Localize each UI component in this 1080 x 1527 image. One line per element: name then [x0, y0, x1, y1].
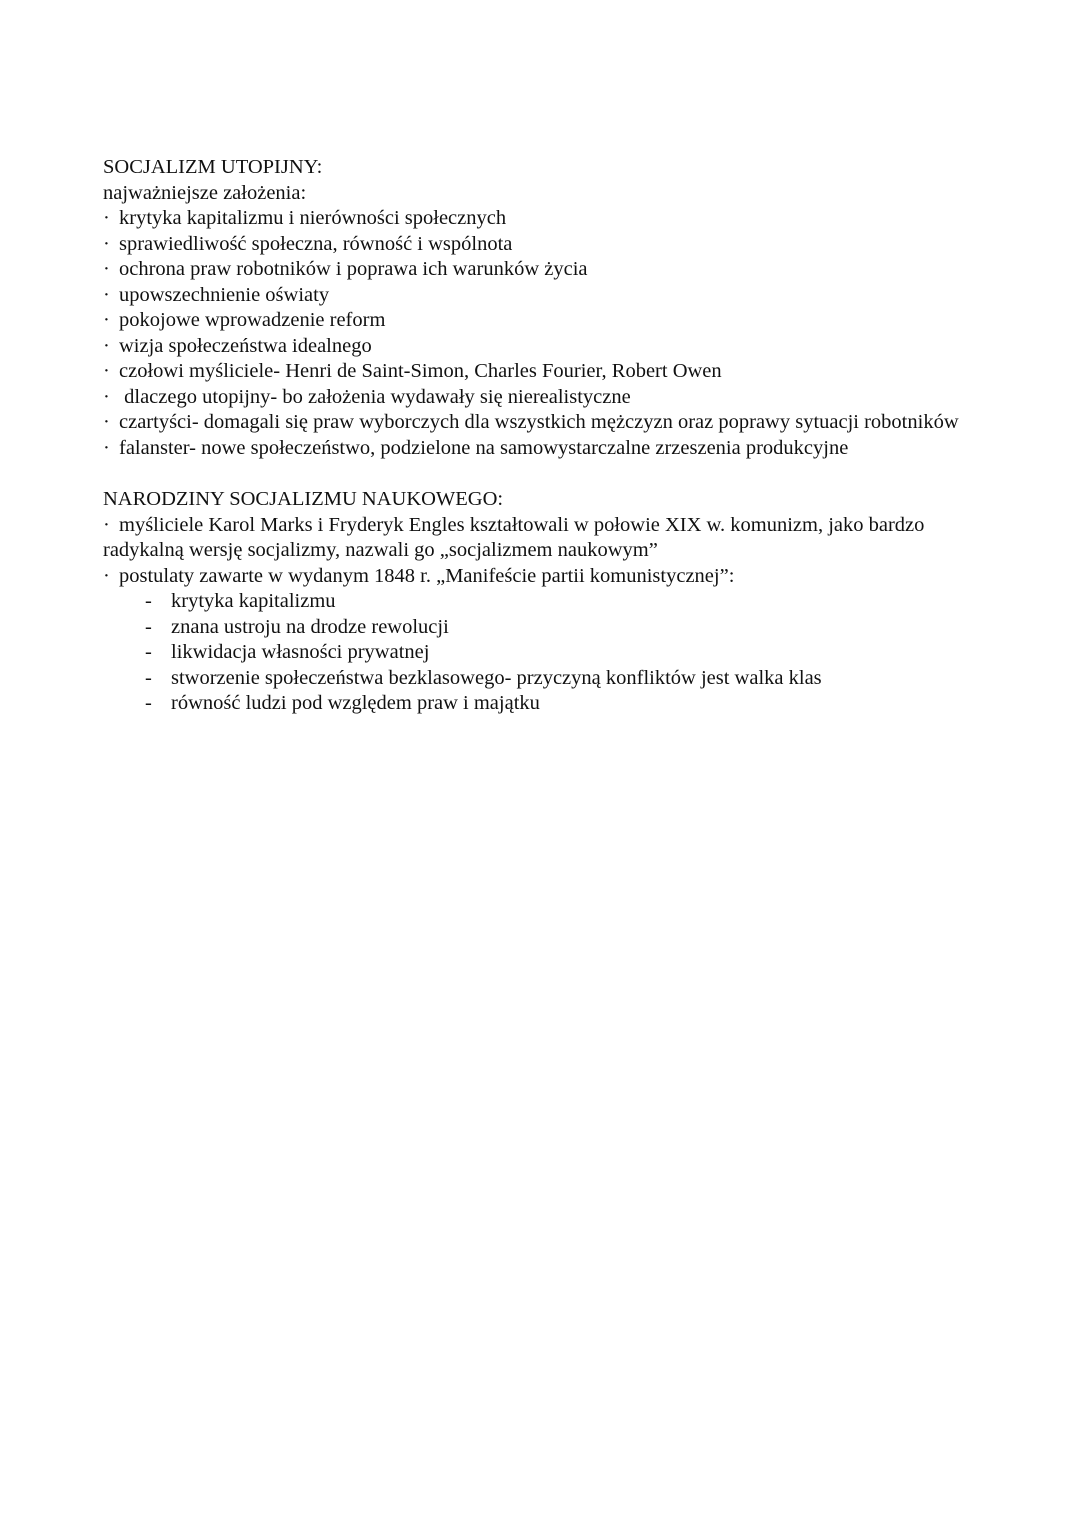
list-item: · dlaczego utopijny- bo założenia wydawały się nierealistyczne [103, 385, 1003, 411]
list-item: - równość ludzi pod względem praw i majątku [145, 691, 1003, 717]
bullet-dot-icon: · [103, 207, 110, 229]
document-page [103, 155, 1003, 717]
section-heading-utopian: SOCJALIZM UTOPIJNY: [103, 156, 323, 178]
list-item: - likwidacja własności prywatnej [145, 640, 1003, 666]
bullet-dot-icon: · [103, 309, 110, 331]
bullet-dot-icon: · [103, 564, 110, 587]
list-item: · czołowi myśliciele- Henri de Saint-Simon, Charles Fourier, Robert Owen [103, 359, 1003, 385]
list-item: · ochrona praw robotników i poprawa ich warunków życia [103, 257, 1003, 283]
list-item: · myśliciele Karol Marks i Fryderyk Engles kształtowali w połowie XIX w. komunizm, jako bardzo radykalną wersję socjalizmy, nazwali go „socjalizmem naukowym” [103, 513, 925, 561]
list-item: · sprawiedliwość społeczna, równość i wspólnota [103, 232, 1003, 258]
bullet-dot-icon: · [103, 283, 110, 306]
bullet-dot-icon: · [103, 513, 110, 536]
bullet-dot-icon: · [103, 411, 110, 433]
list-item: · postulaty zawarte w wydanym 1848 r. „Manifeście partii komunistycznej”: [103, 564, 1003, 590]
bullet-dot-icon: · [103, 258, 110, 280]
dash-icon: - [145, 590, 152, 612]
section-heading-scientific: NARODZINY SOCJALIZMU NAUKOWEGO: [103, 488, 504, 510]
postulates-list [103, 589, 1003, 717]
list-item: · wizja społeczeństwa idealnego [103, 334, 1003, 360]
list-item: · falanster- nowe społeczeństwo, podzielone na samowystarczalne zrzeszenia produkcyjne [103, 436, 1003, 462]
bullet-dot-icon: · [103, 385, 110, 408]
list-item: · czartyści- domagali się praw wyborczych dla wszystkich mężczyzn oraz poprawy sytuacji robotników [103, 410, 1003, 436]
list-item: - krytyka kapitalizmu [145, 589, 1003, 615]
list-item: · upowszechnienie oświaty [103, 283, 1003, 309]
dash-icon: - [145, 692, 152, 714]
list-item: - stworzenie społeczeństwa bezklasowego- przyczyną konfliktów jest walka klas [145, 666, 1003, 692]
dash-icon: - [145, 641, 152, 663]
list-item: - znana ustroju na drodze rewolucji [145, 615, 1003, 641]
dash-icon: - [145, 666, 152, 689]
list-item: · krytyka kapitalizmu i nierówności społecznych [103, 206, 1003, 232]
bullet-dot-icon: · [103, 232, 110, 255]
dash-icon: - [145, 615, 152, 638]
bullet-dot-icon: · [103, 360, 110, 382]
section-subheading-assumptions: najważniejsze założenia: [103, 181, 307, 204]
section-spacer [103, 461, 1003, 487]
list-item: · pokojowe wprowadzenie reform [103, 308, 1003, 334]
bullet-dot-icon: · [103, 334, 110, 357]
bullet-dot-icon: · [103, 436, 110, 459]
